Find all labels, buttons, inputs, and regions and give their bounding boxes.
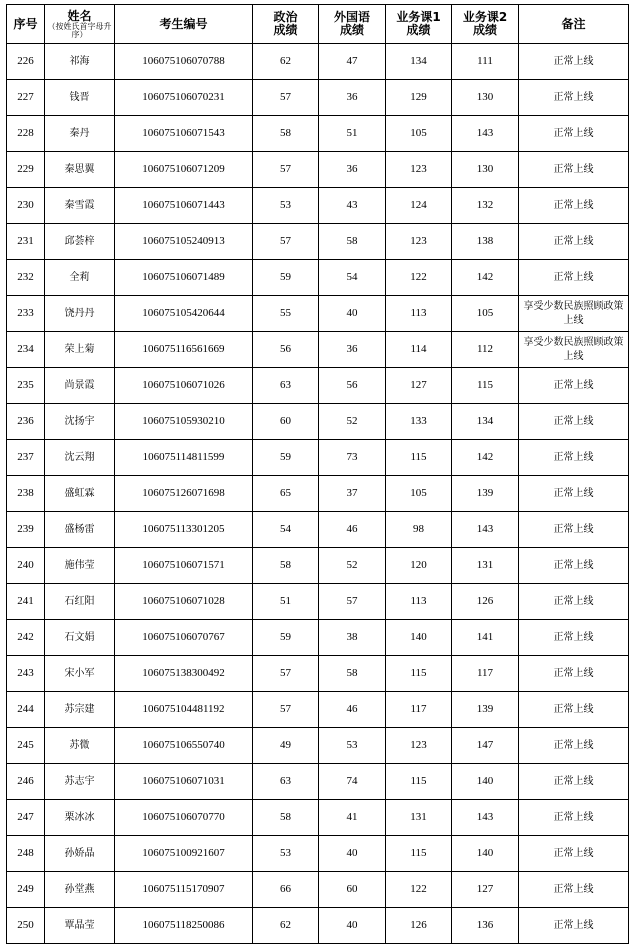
cell-remark: 正常上线	[519, 152, 629, 188]
table-row	[7, 872, 629, 908]
cell-foreign: 43	[319, 188, 386, 224]
cell-exam-id: 106075116561669	[115, 332, 253, 368]
table-row	[7, 44, 629, 80]
cell-seq: 239	[7, 512, 45, 548]
cell-remark: 正常上线	[519, 800, 629, 836]
cell-politics: 62	[253, 44, 319, 80]
header-course2	[452, 5, 519, 44]
table-row	[7, 764, 629, 800]
cell-exam-id: 106075105930210	[115, 404, 253, 440]
cell-course2: 142	[452, 440, 519, 476]
table-row	[7, 116, 629, 152]
cell-course1: 133	[386, 404, 452, 440]
table-row	[7, 224, 629, 260]
cell-foreign: 40	[319, 296, 386, 332]
cell-politics: 49	[253, 728, 319, 764]
cell-name: 盛虹霖	[45, 476, 115, 512]
table-row	[7, 692, 629, 728]
cell-politics: 53	[253, 188, 319, 224]
cell-exam-id: 106075106070770	[115, 800, 253, 836]
cell-remark: 正常上线	[519, 260, 629, 296]
cell-foreign: 46	[319, 512, 386, 548]
cell-name: 石红阳	[45, 584, 115, 620]
cell-course1: 131	[386, 800, 452, 836]
cell-politics: 63	[253, 368, 319, 404]
table-row	[7, 152, 629, 188]
cell-politics: 57	[253, 152, 319, 188]
header-politics-line2: 成绩	[273, 23, 298, 37]
cell-course1: 117	[386, 692, 452, 728]
cell-name: 秦思翼	[45, 152, 115, 188]
header-foreign-line2: 成绩	[339, 23, 364, 37]
cell-remark: 正常上线	[519, 728, 629, 764]
cell-course1: 113	[386, 296, 452, 332]
table-row	[7, 584, 629, 620]
cell-course2: 143	[452, 116, 519, 152]
cell-course1: 123	[386, 152, 452, 188]
cell-politics: 57	[253, 224, 319, 260]
cell-name: 宋小军	[45, 656, 115, 692]
cell-foreign: 56	[319, 368, 386, 404]
cell-remark: 正常上线	[519, 764, 629, 800]
cell-course2: 141	[452, 620, 519, 656]
cell-name: 栗冰冰	[45, 800, 115, 836]
cell-course1: 126	[386, 908, 452, 944]
cell-politics: 59	[253, 620, 319, 656]
cell-foreign: 74	[319, 764, 386, 800]
table-row	[7, 476, 629, 512]
table-row	[7, 656, 629, 692]
cell-course1: 122	[386, 260, 452, 296]
header-politics-line1: 政治	[273, 10, 298, 24]
cell-exam-id: 106075126071698	[115, 476, 253, 512]
cell-exam-id: 106075106070231	[115, 80, 253, 116]
cell-course1: 105	[386, 476, 452, 512]
table-row	[7, 512, 629, 548]
cell-course1: 115	[386, 656, 452, 692]
cell-foreign: 37	[319, 476, 386, 512]
cell-seq: 243	[7, 656, 45, 692]
cell-course1: 123	[386, 224, 452, 260]
header-name	[45, 5, 115, 44]
table-row	[7, 620, 629, 656]
cell-foreign: 52	[319, 548, 386, 584]
cell-course2: 143	[452, 800, 519, 836]
cell-name: 施伟莹	[45, 548, 115, 584]
header-course2-line1: 业务课2	[462, 10, 508, 24]
cell-politics: 56	[253, 332, 319, 368]
cell-seq: 246	[7, 764, 45, 800]
cell-remark: 正常上线	[519, 584, 629, 620]
cell-name: 秦雪霞	[45, 188, 115, 224]
cell-exam-id: 106075118250086	[115, 908, 253, 944]
score-table	[6, 4, 629, 944]
header-foreign-line1: 外国语	[333, 10, 370, 24]
cell-name: 祁海	[45, 44, 115, 80]
cell-course2: 112	[452, 332, 519, 368]
cell-seq: 245	[7, 728, 45, 764]
table-row	[7, 332, 629, 368]
cell-politics: 54	[253, 512, 319, 548]
cell-remark: 正常上线	[519, 224, 629, 260]
cell-course2: 140	[452, 764, 519, 800]
header-foreign	[319, 5, 386, 44]
cell-name: 荣上菊	[45, 332, 115, 368]
cell-remark: 正常上线	[519, 440, 629, 476]
cell-politics: 66	[253, 872, 319, 908]
cell-seq: 247	[7, 800, 45, 836]
cell-course1: 134	[386, 44, 452, 80]
cell-course2: 142	[452, 260, 519, 296]
cell-seq: 232	[7, 260, 45, 296]
header-name-note: （按姓氏首字母升序）	[47, 21, 112, 39]
cell-politics: 65	[253, 476, 319, 512]
header-course1	[386, 5, 452, 44]
cell-politics: 59	[253, 260, 319, 296]
cell-politics: 51	[253, 584, 319, 620]
cell-course1: 122	[386, 872, 452, 908]
cell-remark: 正常上线	[519, 656, 629, 692]
cell-politics: 63	[253, 764, 319, 800]
cell-seq: 241	[7, 584, 45, 620]
cell-exam-id: 106075104481192	[115, 692, 253, 728]
cell-exam-id: 106075100921607	[115, 836, 253, 872]
cell-course1: 124	[386, 188, 452, 224]
cell-seq: 248	[7, 836, 45, 872]
cell-politics: 58	[253, 116, 319, 152]
cell-course2: 127	[452, 872, 519, 908]
cell-politics: 62	[253, 908, 319, 944]
header-course1-line2: 成绩	[406, 23, 431, 37]
cell-remark: 正常上线	[519, 404, 629, 440]
cell-politics: 57	[253, 80, 319, 116]
cell-seq: 249	[7, 872, 45, 908]
cell-foreign: 41	[319, 800, 386, 836]
cell-foreign: 52	[319, 404, 386, 440]
cell-seq: 237	[7, 440, 45, 476]
cell-name: 苏志宇	[45, 764, 115, 800]
cell-course2: 139	[452, 476, 519, 512]
cell-name: 孙娇晶	[45, 836, 115, 872]
cell-foreign: 54	[319, 260, 386, 296]
header-exam-id: 考生编号	[115, 5, 253, 44]
cell-foreign: 38	[319, 620, 386, 656]
table-row	[7, 548, 629, 584]
cell-foreign: 58	[319, 224, 386, 260]
cell-remark: 正常上线	[519, 872, 629, 908]
cell-name: 盛杨雷	[45, 512, 115, 548]
cell-course1: 98	[386, 512, 452, 548]
cell-remark: 正常上线	[519, 908, 629, 944]
cell-foreign: 36	[319, 152, 386, 188]
cell-course2: 117	[452, 656, 519, 692]
cell-seq: 244	[7, 692, 45, 728]
cell-seq: 227	[7, 80, 45, 116]
cell-course1: 140	[386, 620, 452, 656]
cell-remark: 正常上线	[519, 836, 629, 872]
cell-politics: 57	[253, 692, 319, 728]
table-row	[7, 404, 629, 440]
cell-seq: 234	[7, 332, 45, 368]
header-remark: 备注	[519, 5, 629, 44]
cell-course2: 143	[452, 512, 519, 548]
cell-foreign: 46	[319, 692, 386, 728]
cell-exam-id: 106075105420644	[115, 296, 253, 332]
cell-course1: 129	[386, 80, 452, 116]
cell-seq: 228	[7, 116, 45, 152]
cell-exam-id: 106075106071209	[115, 152, 253, 188]
cell-foreign: 36	[319, 332, 386, 368]
cell-course1: 127	[386, 368, 452, 404]
cell-foreign: 73	[319, 440, 386, 476]
cell-course1: 123	[386, 728, 452, 764]
cell-exam-id: 106075105240913	[115, 224, 253, 260]
cell-remark: 正常上线	[519, 44, 629, 80]
cell-seq: 229	[7, 152, 45, 188]
table-row	[7, 296, 629, 332]
cell-foreign: 60	[319, 872, 386, 908]
cell-foreign: 51	[319, 116, 386, 152]
cell-course2: 130	[452, 152, 519, 188]
table-row	[7, 836, 629, 872]
cell-name: 覃晶莹	[45, 908, 115, 944]
cell-course2: 138	[452, 224, 519, 260]
cell-seq: 238	[7, 476, 45, 512]
cell-course1: 120	[386, 548, 452, 584]
cell-name: 苏微	[45, 728, 115, 764]
cell-course2: 136	[452, 908, 519, 944]
cell-seq: 233	[7, 296, 45, 332]
cell-remark: 正常上线	[519, 188, 629, 224]
cell-course1: 115	[386, 764, 452, 800]
cell-exam-id: 106075106070767	[115, 620, 253, 656]
cell-seq: 242	[7, 620, 45, 656]
cell-politics: 57	[253, 656, 319, 692]
cell-name: 尚景霞	[45, 368, 115, 404]
cell-exam-id: 106075106071443	[115, 188, 253, 224]
cell-remark: 正常上线	[519, 116, 629, 152]
cell-name: 秦丹	[45, 116, 115, 152]
header-seq: 序号	[7, 5, 45, 44]
cell-remark: 正常上线	[519, 80, 629, 116]
cell-name: 沈云翔	[45, 440, 115, 476]
cell-remark: 享受少数民族照顾政策上线	[519, 296, 629, 332]
cell-name: 石文娟	[45, 620, 115, 656]
cell-name: 苏宗建	[45, 692, 115, 728]
cell-course2: 134	[452, 404, 519, 440]
cell-name: 饶丹丹	[45, 296, 115, 332]
cell-course2: 147	[452, 728, 519, 764]
cell-seq: 230	[7, 188, 45, 224]
cell-course2: 126	[452, 584, 519, 620]
cell-remark: 正常上线	[519, 620, 629, 656]
cell-politics: 59	[253, 440, 319, 476]
table-row	[7, 800, 629, 836]
cell-politics: 53	[253, 836, 319, 872]
cell-politics: 58	[253, 800, 319, 836]
table-row	[7, 80, 629, 116]
cell-exam-id: 106075106071028	[115, 584, 253, 620]
cell-name: 邱荟梓	[45, 224, 115, 260]
header-course2-line2: 成绩	[472, 23, 497, 37]
cell-exam-id: 106075106071489	[115, 260, 253, 296]
cell-course2: 140	[452, 836, 519, 872]
cell-exam-id: 106075106071571	[115, 548, 253, 584]
cell-course1: 105	[386, 116, 452, 152]
table-body	[7, 44, 629, 944]
cell-course2: 131	[452, 548, 519, 584]
cell-remark: 正常上线	[519, 548, 629, 584]
cell-remark: 享受少数民族照顾政策上线	[519, 332, 629, 368]
cell-seq: 240	[7, 548, 45, 584]
table-row	[7, 368, 629, 404]
cell-exam-id: 106075106070788	[115, 44, 253, 80]
cell-seq: 250	[7, 908, 45, 944]
cell-remark: 正常上线	[519, 368, 629, 404]
cell-exam-id: 106075138300492	[115, 656, 253, 692]
header-course1-line1: 业务课1	[396, 10, 441, 24]
cell-exam-id: 106075106071031	[115, 764, 253, 800]
cell-politics: 60	[253, 404, 319, 440]
cell-course2: 139	[452, 692, 519, 728]
cell-foreign: 40	[319, 908, 386, 944]
cell-foreign: 58	[319, 656, 386, 692]
table-row	[7, 188, 629, 224]
header-politics	[253, 5, 319, 44]
cell-remark: 正常上线	[519, 476, 629, 512]
cell-name: 沈扬宇	[45, 404, 115, 440]
cell-exam-id: 106075114811599	[115, 440, 253, 476]
table-row	[7, 728, 629, 764]
cell-seq: 235	[7, 368, 45, 404]
cell-course1: 115	[386, 836, 452, 872]
cell-course2: 105	[452, 296, 519, 332]
cell-politics: 55	[253, 296, 319, 332]
cell-course2: 111	[452, 44, 519, 80]
table-row	[7, 440, 629, 476]
cell-course1: 115	[386, 440, 452, 476]
cell-remark: 正常上线	[519, 692, 629, 728]
header-name-label: 姓名	[67, 8, 92, 23]
table-row	[7, 908, 629, 944]
cell-exam-id: 106075106071543	[115, 116, 253, 152]
cell-name: 全莉	[45, 260, 115, 296]
cell-foreign: 53	[319, 728, 386, 764]
admission-list	[6, 4, 629, 944]
cell-foreign: 47	[319, 44, 386, 80]
cell-name: 孙堂燕	[45, 872, 115, 908]
cell-remark: 正常上线	[519, 512, 629, 548]
cell-exam-id: 106075115170907	[115, 872, 253, 908]
cell-foreign: 40	[319, 836, 386, 872]
cell-course2: 132	[452, 188, 519, 224]
cell-seq: 226	[7, 44, 45, 80]
cell-course2: 130	[452, 80, 519, 116]
cell-foreign: 36	[319, 80, 386, 116]
cell-name: 钱晋	[45, 80, 115, 116]
table-header-row	[7, 5, 629, 44]
cell-politics: 58	[253, 548, 319, 584]
cell-seq: 231	[7, 224, 45, 260]
cell-exam-id: 106075106071026	[115, 368, 253, 404]
table-row	[7, 260, 629, 296]
cell-foreign: 57	[319, 584, 386, 620]
cell-course2: 115	[452, 368, 519, 404]
cell-course1: 113	[386, 584, 452, 620]
cell-seq: 236	[7, 404, 45, 440]
cell-course1: 114	[386, 332, 452, 368]
cell-exam-id: 106075106550740	[115, 728, 253, 764]
cell-exam-id: 106075113301205	[115, 512, 253, 548]
